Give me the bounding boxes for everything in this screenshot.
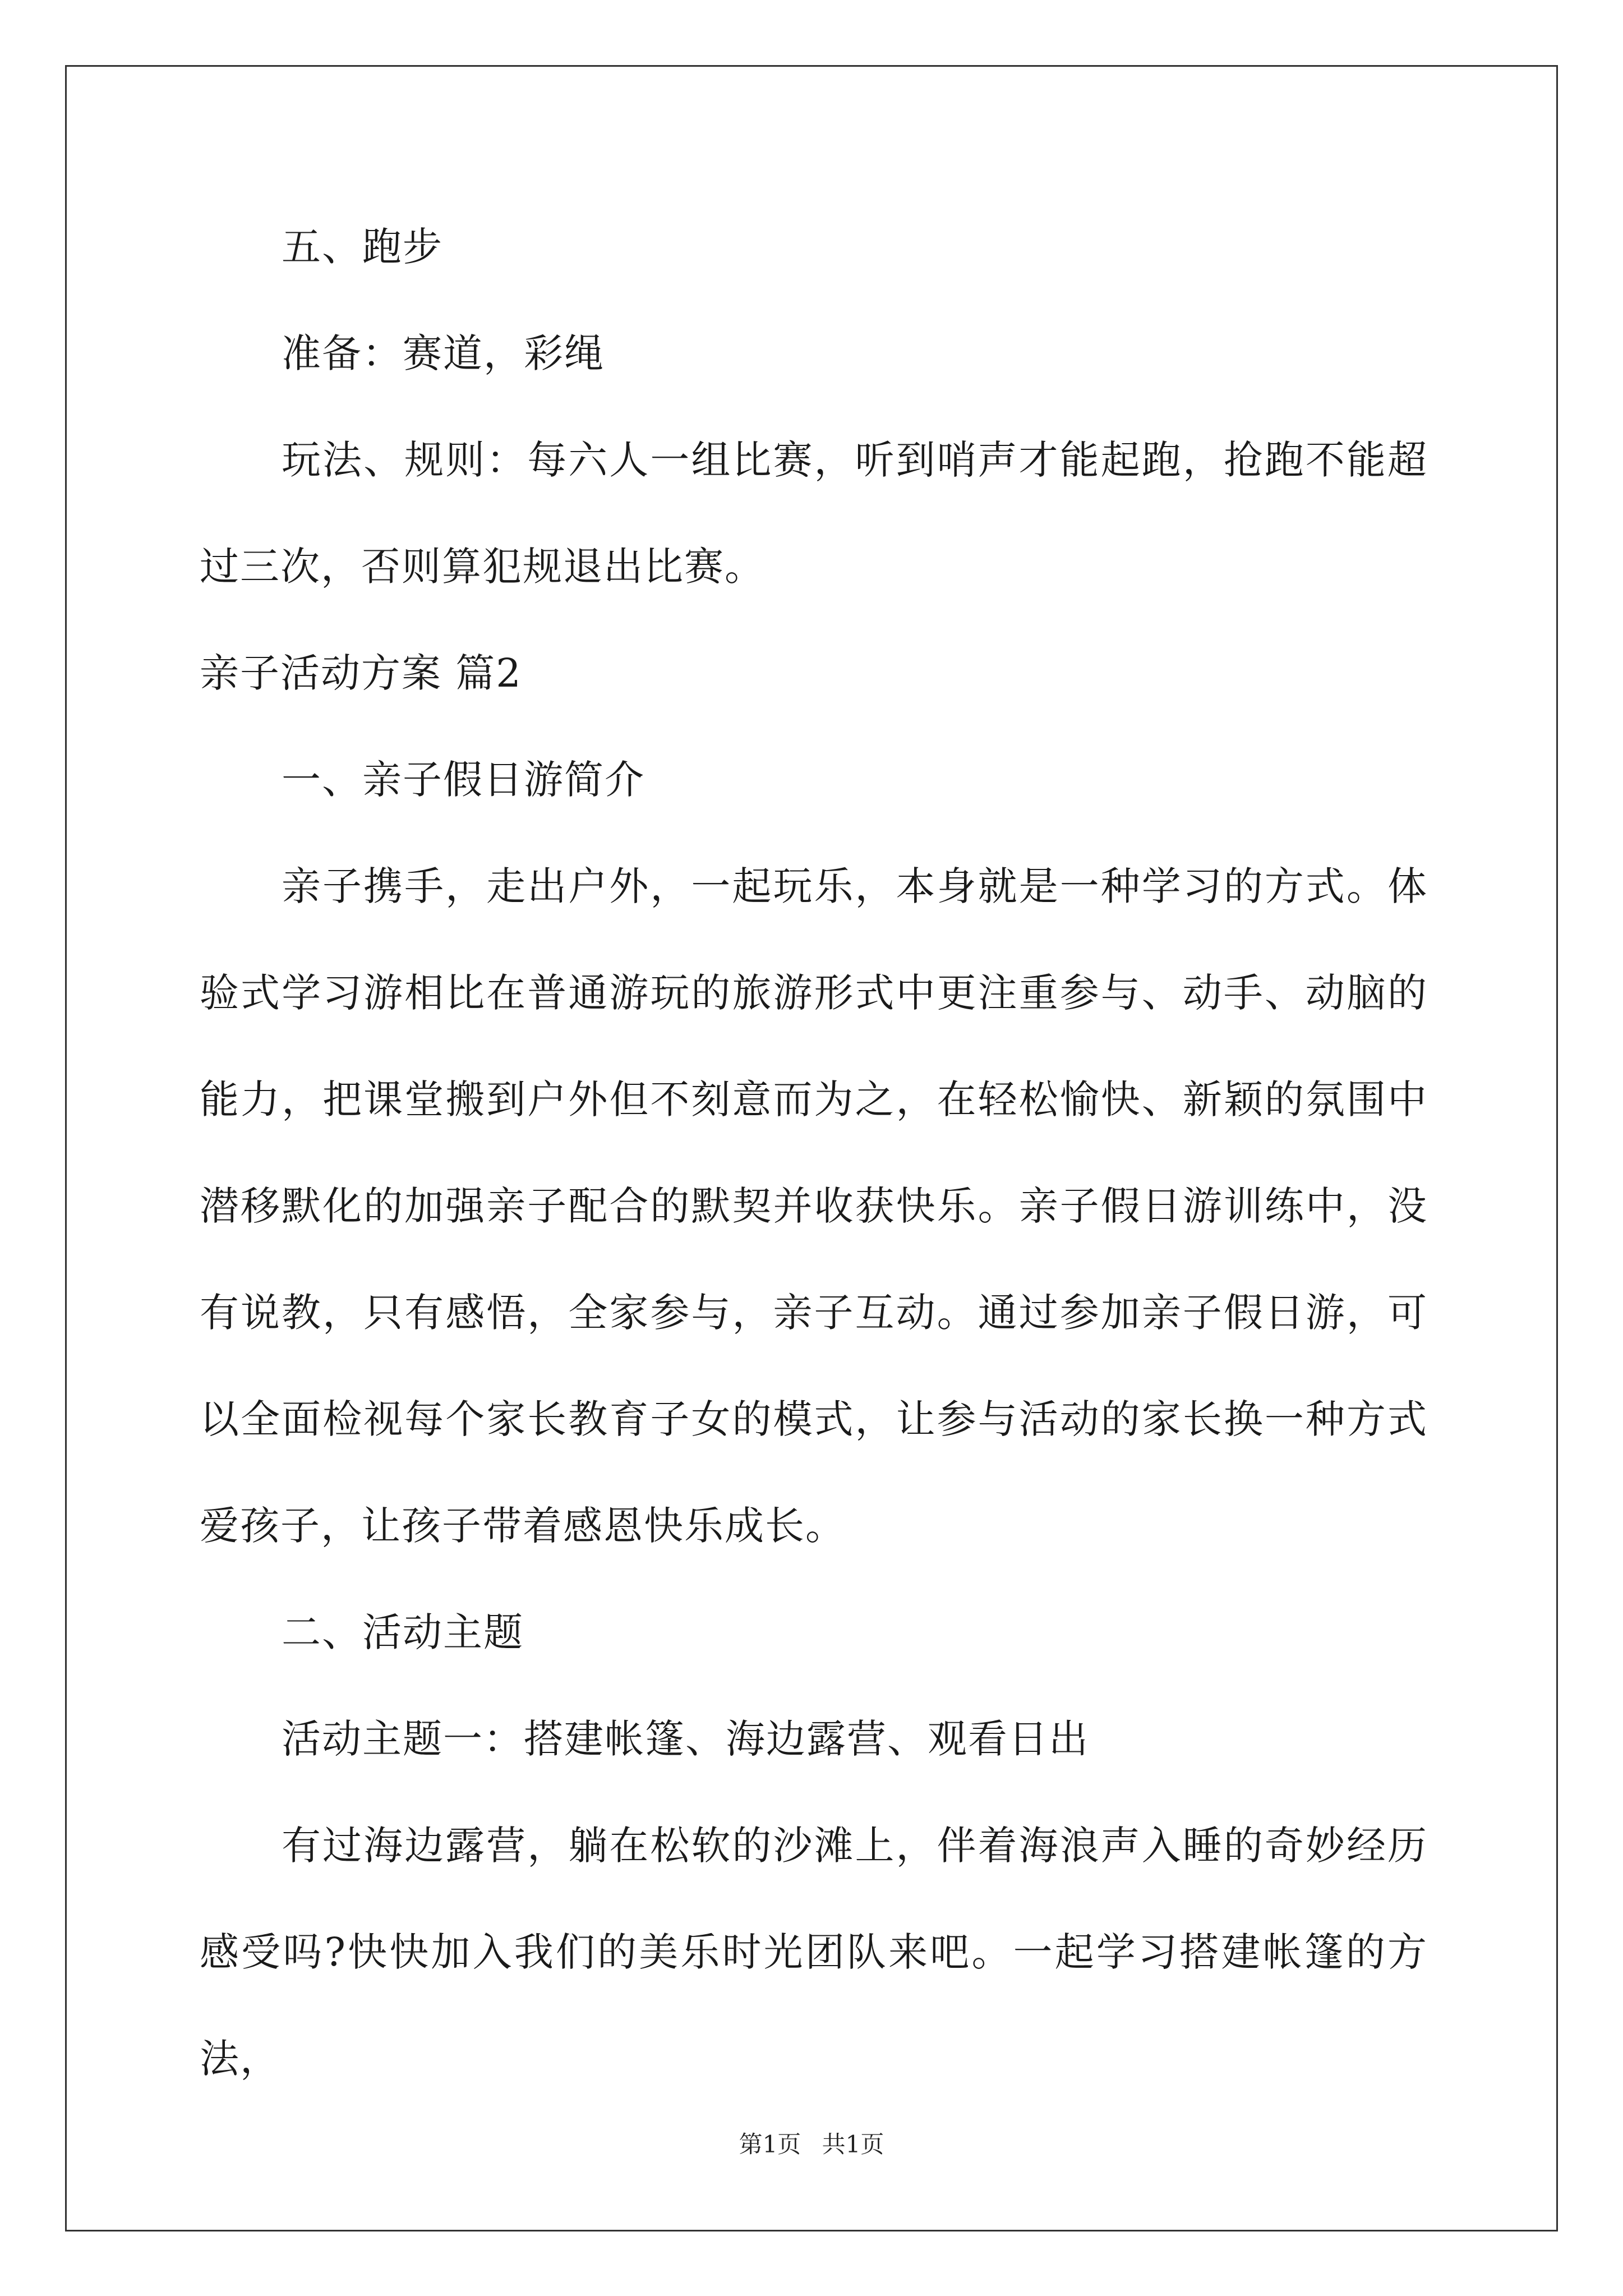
rules-paragraph: 玩法、规则：每六人一组比赛，听到哨声才能起跑，抢跑不能超过三次，否则算犯规退出比赛。 <box>200 437 1428 590</box>
preparation-line: 准备：赛道，彩绳 <box>282 330 605 376</box>
theme-one-line: 活动主题一：搭建帐篷、海边露营、观看日出 <box>282 1716 1089 1762</box>
camping-paragraph: 有过海边露营，躺在松软的沙滩上，伴着海浪声入睡的奇妙经历感受吗?快快加入我们的美乐时光团队来吧。一起学习搭建帐篷的方法， <box>200 1823 1428 2082</box>
intro-paragraph: 亲子携手，走出户外，一起玩乐，本身就是一种学习的方式。体验式学习游相比在普通游玩的旅游形式中更注重参与、动手、动脑的能力，把课堂搬到户外但不刻意而为之，在轻松愉快、新颖的氛围中潜移默化的加强亲子配合的默契并收获快乐。亲子假日游训练中，没有说教，只有感悟，全家参与，亲子互动。通过参加亲子假日游，可以全面检视每个家长教育子女的模式，让参与活动的家长换一种方式爱孩子，让孩子带着感恩快乐成长。 <box>200 863 1428 1549</box>
page-number: 第1页 <box>739 2131 801 2158</box>
section-heading-running: 五、跑步 <box>282 224 443 270</box>
page-total: 共1页 <box>822 2131 884 2158</box>
section-heading-theme: 二、活动主题 <box>282 1609 524 1655</box>
page-footer <box>0 2126 1623 2160</box>
article-heading-part-2: 亲子活动方案 篇2 <box>200 650 522 696</box>
section-heading-intro: 一、亲子假日游简介 <box>282 757 645 803</box>
